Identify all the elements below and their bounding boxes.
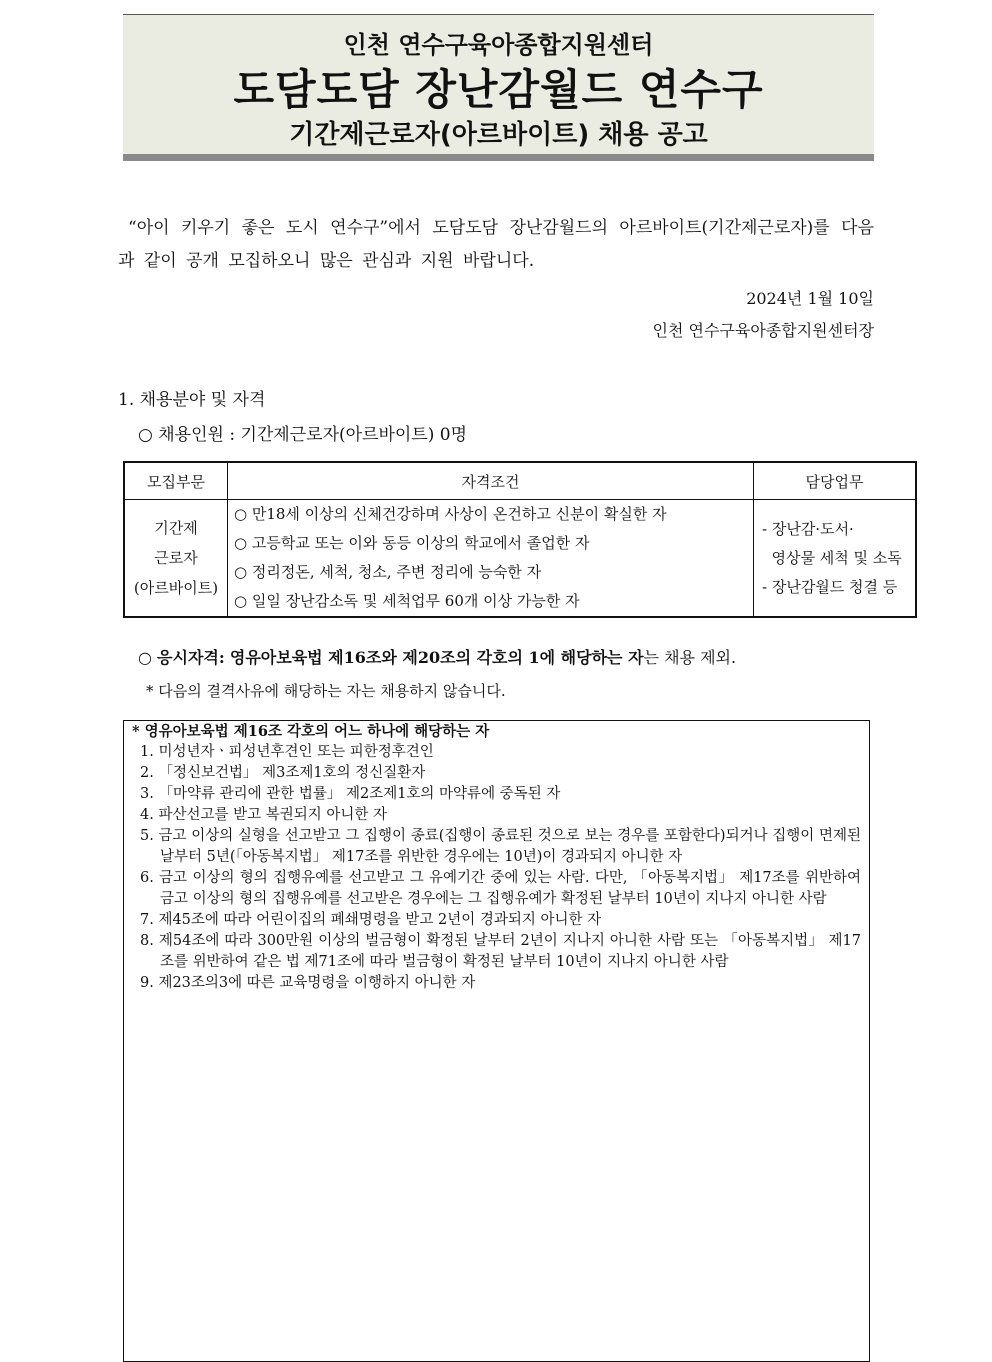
category-cell — [124, 500, 228, 618]
notice-date: 2024년 1월 10일 — [746, 289, 874, 308]
section-title-recruitment: 1. 채용분야 및 자격 — [118, 390, 266, 410]
header-shadow — [123, 154, 874, 161]
header-banner — [123, 14, 874, 155]
header-category: 모집부문 — [124, 462, 228, 500]
condition-item: ○ 일일 장난감소독 및 세척업무 60개 이상 가능한 자 — [234, 592, 580, 610]
condition-item: ○ 고등학교 또는 이와 동등 이상의 학교에서 졸업한 자 — [234, 534, 590, 552]
recruit-count: ○ 채용인원 : 기간제근로자(아르바이트) 0명 — [138, 425, 468, 445]
center-name: 인천 연수구육아종합지원센터 — [343, 31, 654, 59]
intro-paragraph: “아이 키우기 좋은 도시 연수구”에서 도담도담 장난감월드의 아르바이트(기간제근로자)를 다음과 같이 공개 모집하오니 많은 관심과 지원 바랍니다. — [118, 218, 874, 271]
category-line: 근로자 — [154, 549, 198, 567]
disqualification-box — [123, 720, 870, 1362]
table-header-row — [124, 462, 916, 500]
condition-item: ○ 만18세 이상의 신체건강하며 사상이 온건하고 신분이 확실한 자 — [234, 505, 667, 523]
list-item: 6. 금고 이상의 형의 집행유예를 선고받고 그 유예기간 중에 있는 사람. 다만, 「아동복지법」 제17조를 위반하여 금고 이상의 형의 집행유예를 선고받은 경우에는 그 집행유예가 확정된 날부터 10년이 지나지 아니한 사람 — [140, 870, 861, 907]
list-item: 8. 제54조에 따라 300만원 이상의 벌금형이 확정된 날부터 2년이 지나지 아니한 사람 또는 「아동복지법」 제17조를 위반하여 같은 법 제71조에 따라 벌금형이 확정된 날부터 10년이 지나지 아니한 사람 — [140, 933, 861, 970]
list-item: 1. 미성년자ㆍ피성년후견인 또는 피한정후견인 — [140, 744, 434, 760]
eligibility-label: 응시자격: — [157, 648, 225, 667]
facility-title: 도담도담 장난감월드 연수구 — [233, 65, 764, 114]
header-conditions: 자격조건 — [228, 462, 754, 500]
list-item: 4. 파산선고를 받고 복권되지 아니한 자 — [140, 807, 387, 823]
table-row — [124, 500, 916, 618]
disqualification-title: * 영유아보육법 제16조 각호의 어느 하나에 해당하는 자 — [132, 723, 490, 740]
conditions-cell — [228, 500, 754, 618]
header-duties: 담당업무 — [754, 462, 917, 500]
list-item: 9. 제23조의3에 따른 교육명령을 이행하지 아니한 자 — [140, 975, 476, 991]
list-item: 5. 금고 이상의 실형을 선고받고 그 집행이 종료(집행이 종료된 것으로 보는 경우를 포함한다)되거나 집행이 면제된 날부터 5년(「아동복지법」 제17조를 위반한 경우에는 10년)이 경과되지 아니한 자 — [140, 828, 861, 865]
list-item: 2. 「정신보건법」 제3조제1호의 정신질환자 — [140, 765, 426, 781]
duty-item: - 장난감월드 청결 등 — [762, 577, 898, 596]
category-line: 기간제 — [154, 519, 198, 537]
circle-bullet: ○ — [138, 648, 158, 667]
signer: 인천 연수구육아종합지원센터장 — [652, 321, 874, 340]
duty-item: - 장난감·도서· — [762, 519, 854, 538]
condition-item: ○ 정리정돈, 세척, 청소, 주변 정리에 능숙한 자 — [234, 563, 542, 581]
disqualification-note: * 다음의 결격사유에 해당하는 자는 채용하지 않습니다. — [146, 682, 506, 700]
duty-item: 영상물 세척 및 소독 — [762, 548, 902, 567]
notice-title: 기간제근로자(아르바이트) 채용 공고 — [289, 120, 708, 150]
list-item: 7. 제45조에 따라 어린이집의 폐쇄명령을 받고 2년이 경과되지 아니한 자 — [140, 912, 602, 928]
category-line: (아르바이트) — [133, 579, 219, 597]
duties-cell — [754, 500, 917, 618]
list-item: 3. 「마약류 관리에 관한 법률」 제2조제1호의 마약류에 중독된 자 — [140, 786, 561, 802]
eligibility-suffix: 는 채용 제외. — [643, 648, 737, 667]
eligibility-line — [138, 645, 736, 668]
disqualification-list — [124, 742, 869, 994]
qualification-table — [123, 461, 917, 618]
eligibility-law: 영유아보육법 제16조와 제20조의 각호의 1에 해당하는 자 — [229, 648, 644, 667]
